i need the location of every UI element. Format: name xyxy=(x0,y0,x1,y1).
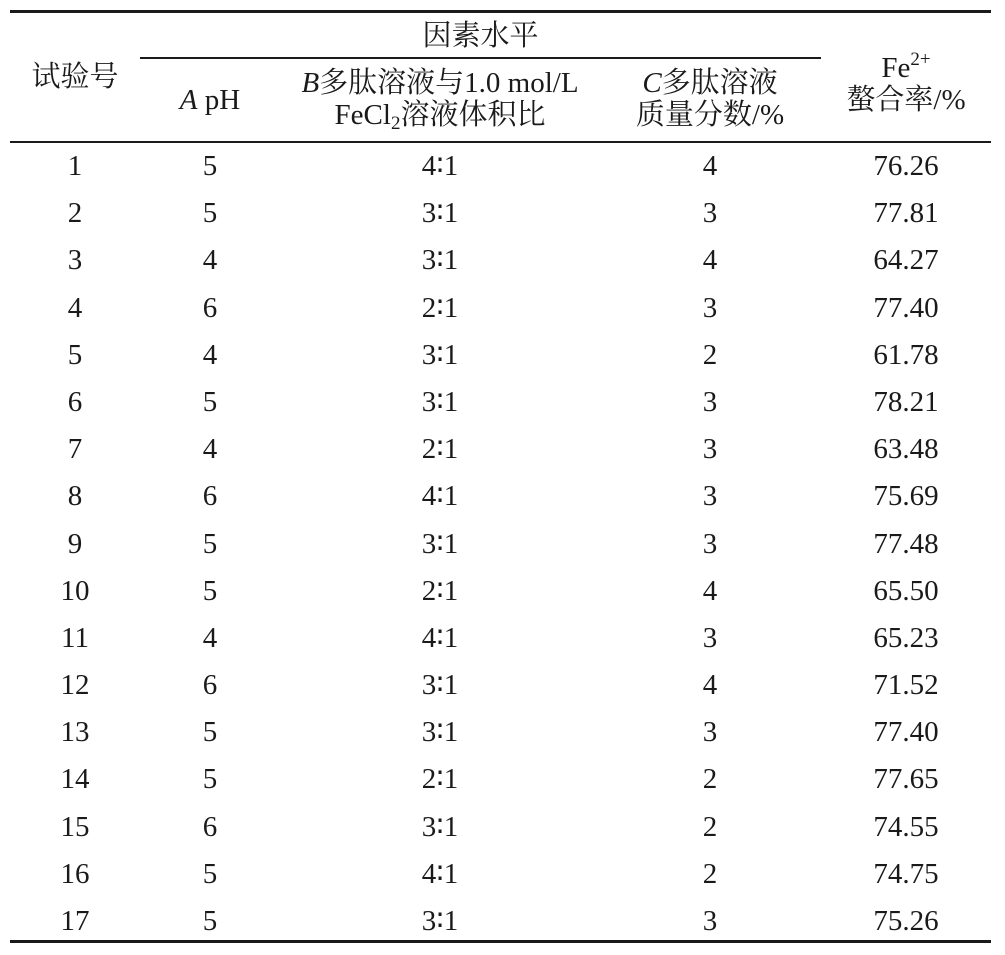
table-body xyxy=(10,143,991,945)
cell-trial-no: 3 xyxy=(67,244,83,277)
cell-factor-c: 3 xyxy=(702,716,718,749)
cell-factor-a: 5 xyxy=(202,716,218,749)
table-row xyxy=(10,190,991,237)
fe-sup: 2+ xyxy=(910,49,931,70)
table-row xyxy=(10,332,991,379)
cell-trial-no: 14 xyxy=(60,763,90,796)
table-row xyxy=(10,143,991,190)
fe-line2: 螯合率/% xyxy=(846,84,966,116)
header-factor-c xyxy=(600,67,820,131)
cell-chelation-rate: 78.21 xyxy=(873,385,939,418)
factor-c-line1 xyxy=(600,67,820,99)
table-top-rule xyxy=(10,10,991,13)
cell-trial-no: 13 xyxy=(60,716,90,749)
table-row xyxy=(10,285,991,332)
cell-chelation-rate: 74.75 xyxy=(873,857,939,890)
cell-factor-a: 6 xyxy=(202,291,218,324)
table-row xyxy=(10,756,991,803)
cell-chelation-rate: 61.78 xyxy=(873,338,939,371)
table-row xyxy=(10,615,991,662)
cell-factor-c: 2 xyxy=(702,338,718,371)
table-row xyxy=(10,662,991,709)
cell-chelation-rate: 71.52 xyxy=(873,669,939,702)
cell-chelation-rate: 65.50 xyxy=(873,574,939,607)
factor-b-line2 xyxy=(280,99,600,140)
cell-trial-no: 10 xyxy=(60,574,90,607)
table-row xyxy=(10,521,991,568)
table-row xyxy=(10,898,991,945)
cell-factor-c: 4 xyxy=(702,150,718,182)
factor-a-letter: A xyxy=(179,84,198,116)
header-factor-a xyxy=(140,84,280,116)
table-row xyxy=(10,709,991,756)
cell-chelation-rate: 77.40 xyxy=(873,291,939,324)
cell-trial-no: 5 xyxy=(67,338,83,371)
cell-chelation-rate: 75.69 xyxy=(873,480,939,513)
cell-factor-b: 2∶1 xyxy=(421,433,459,466)
cell-factor-b: 3∶1 xyxy=(421,716,459,749)
factor-b-line1-text: 多肽溶液与1.0 mol/L xyxy=(319,67,579,99)
cell-factor-c: 2 xyxy=(702,763,718,796)
cell-chelation-rate: 75.26 xyxy=(873,905,939,937)
cell-trial-no: 8 xyxy=(67,480,83,513)
fe-line1 xyxy=(821,44,991,84)
cell-factor-a: 6 xyxy=(202,480,218,513)
cell-factor-c: 2 xyxy=(702,810,718,843)
cell-factor-b: 4∶1 xyxy=(421,857,459,890)
cell-factor-a: 6 xyxy=(202,810,218,843)
cell-factor-b: 3∶1 xyxy=(421,385,459,418)
cell-factor-a: 4 xyxy=(202,338,218,371)
cell-factor-a: 5 xyxy=(202,905,218,937)
cell-factor-a: 4 xyxy=(202,621,218,654)
cell-trial-no: 7 xyxy=(67,433,83,466)
cell-factor-b: 3∶1 xyxy=(421,669,459,702)
factor-c-letter: C xyxy=(642,67,662,99)
cell-factor-b: 3∶1 xyxy=(421,905,459,937)
cell-factor-a: 5 xyxy=(202,857,218,890)
cell-factor-c: 3 xyxy=(702,385,718,418)
cell-factor-b: 3∶1 xyxy=(421,810,459,843)
cell-chelation-rate: 74.55 xyxy=(873,810,939,843)
cell-factor-a: 5 xyxy=(202,197,218,230)
factor-b-line1 xyxy=(280,67,600,99)
factor-group-rule xyxy=(140,57,821,59)
cell-trial-no: 2 xyxy=(67,197,83,230)
cell-trial-no: 12 xyxy=(60,669,90,702)
cell-factor-a: 5 xyxy=(202,763,218,796)
factor-b-letter: B xyxy=(301,67,320,99)
cell-factor-b: 3∶1 xyxy=(421,338,459,371)
cell-factor-c: 4 xyxy=(702,574,718,607)
cell-factor-b: 4∶1 xyxy=(421,621,459,654)
cell-factor-b: 3∶1 xyxy=(421,527,459,560)
cell-factor-b: 4∶1 xyxy=(421,150,459,182)
cell-factor-b: 3∶1 xyxy=(421,197,459,230)
cell-factor-c: 3 xyxy=(702,291,718,324)
cell-factor-a: 4 xyxy=(202,244,218,277)
cell-factor-c: 3 xyxy=(702,621,718,654)
cell-factor-a: 5 xyxy=(202,150,218,182)
cell-chelation-rate: 64.27 xyxy=(873,244,939,277)
cell-factor-b: 2∶1 xyxy=(421,291,459,324)
cell-chelation-rate: 77.65 xyxy=(873,763,939,796)
header-factor-b xyxy=(280,67,600,140)
cell-factor-c: 4 xyxy=(702,244,718,277)
cell-factor-c: 3 xyxy=(702,433,718,466)
table-row xyxy=(10,237,991,284)
cell-factor-c: 2 xyxy=(702,857,718,890)
cell-factor-b: 2∶1 xyxy=(421,574,459,607)
cell-trial-no: 11 xyxy=(61,621,89,654)
cell-chelation-rate: 77.48 xyxy=(873,527,939,560)
cell-chelation-rate: 63.48 xyxy=(873,433,939,466)
cell-factor-b: 2∶1 xyxy=(421,763,459,796)
cell-factor-a: 5 xyxy=(202,574,218,607)
table-row xyxy=(10,426,991,473)
factor-c-line1-text: 多肽溶液 xyxy=(661,67,778,99)
cell-trial-no: 4 xyxy=(67,291,83,324)
cell-trial-no: 16 xyxy=(60,857,90,890)
factor-c-line2: 质量分数/% xyxy=(635,99,785,131)
fe-base: Fe xyxy=(881,52,911,84)
cell-trial-no: 15 xyxy=(60,810,90,843)
cell-factor-a: 4 xyxy=(202,433,218,466)
cell-factor-c: 3 xyxy=(702,527,718,560)
table-row xyxy=(10,851,991,898)
header-trial-no: 试验号 xyxy=(31,61,119,93)
factor-b-line2-pre: FeCl xyxy=(334,99,391,131)
cell-trial-no: 9 xyxy=(67,527,83,560)
cell-factor-c: 3 xyxy=(702,197,718,230)
table-row xyxy=(10,379,991,426)
cell-factor-a: 5 xyxy=(202,385,218,418)
factor-b-line2-post: 溶液体积比 xyxy=(400,99,546,131)
cell-trial-no: 1 xyxy=(67,150,83,182)
cell-factor-a: 6 xyxy=(202,669,218,702)
table-row xyxy=(10,804,991,851)
factor-a-text: pH xyxy=(197,84,241,116)
cell-factor-b: 3∶1 xyxy=(421,244,459,277)
factor-b-line2-sub: 2 xyxy=(390,113,401,134)
header-factor-level: 因素水平 xyxy=(422,20,539,52)
table-row xyxy=(10,568,991,615)
header-fe-chelation-rate xyxy=(821,44,991,116)
cell-chelation-rate: 77.81 xyxy=(873,197,939,230)
cell-factor-a: 5 xyxy=(202,527,218,560)
cell-trial-no: 6 xyxy=(67,385,83,418)
cell-factor-c: 3 xyxy=(702,480,718,513)
cell-trial-no: 17 xyxy=(60,905,90,937)
cell-chelation-rate: 77.40 xyxy=(873,716,939,749)
cell-factor-c: 4 xyxy=(702,669,718,702)
cell-chelation-rate: 65.23 xyxy=(873,621,939,654)
table-row xyxy=(10,473,991,520)
cell-factor-b: 4∶1 xyxy=(421,480,459,513)
cell-chelation-rate: 76.26 xyxy=(873,150,939,182)
cell-factor-c: 3 xyxy=(702,905,718,937)
